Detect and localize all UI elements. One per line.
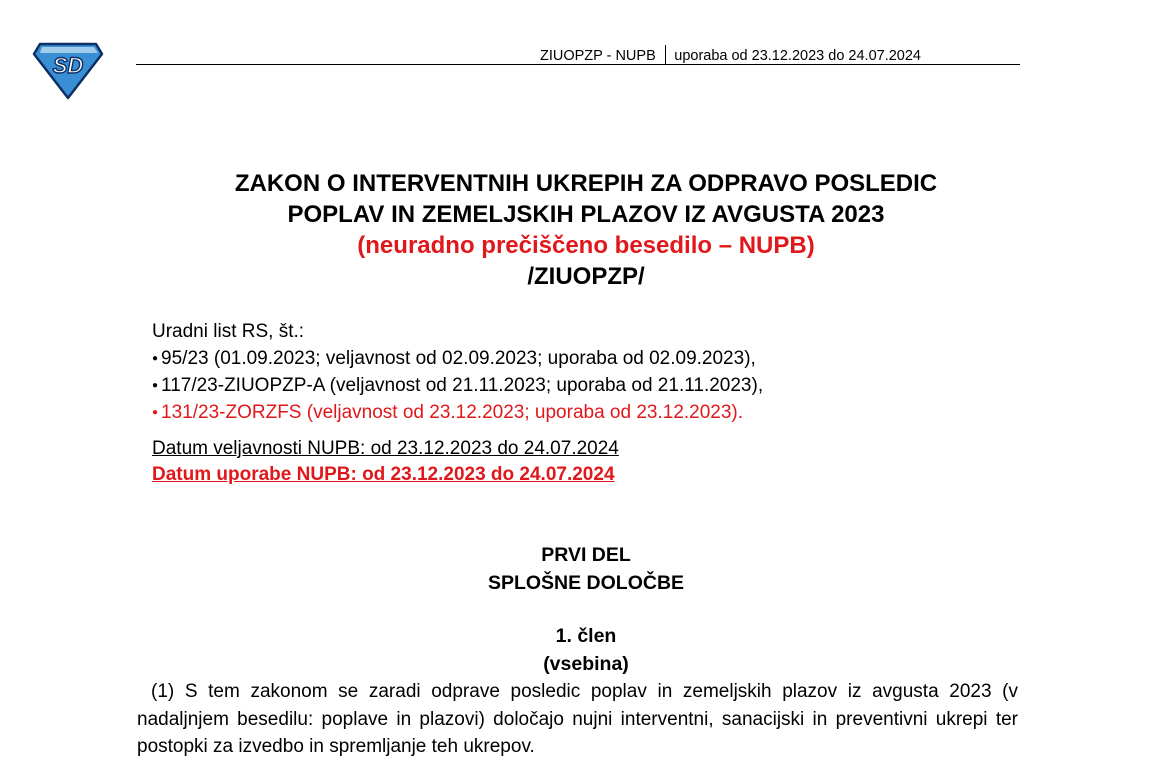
header-separator [665,45,667,65]
article-title: (vsebina) [543,653,629,675]
header-abbrev: ZIUOPZP - NUPB [540,48,656,64]
bullet-icon: ● [152,380,159,391]
usage-date: Datum uporabe NUPB: od 23.12.2023 do 24.07.2024 [152,464,615,485]
header-usage: uporaba od 23.12.2023 do 24.07.2024 [674,48,921,64]
gazette-list [152,318,763,426]
title-line-1: ZAKON O INTERVENTNIH UKREPIH ZA ODPRAVO POSLEDIC [234,170,938,197]
bullet-icon: ● [152,407,159,418]
article-heading [0,622,1157,678]
paragraph-text: (1) S tem zakonom se zaradi odprave posledic poplav in zemeljskih plazov iz avgusta 2023 (v nadaljnjem besedilu: poplave in plazovi) določajo nujni interventni, sanacijski in preventivni ukrepi ter postopki za izvedbo in spremljanje teh ukrepov. [137,681,1018,757]
title-subtitle: (neuradno prečiščeno besedilo – NUPB) [357,232,815,259]
header-rule [136,64,1020,65]
article-paragraph [137,678,1018,761]
article-number: 1. člen [555,625,617,647]
title-short: /ZIUOPZP/ [527,263,645,290]
part-number: PRVI DEL [541,544,631,566]
gazette-entry: 117/23-ZIUOPZP-A (veljavnost od 21.11.2023; uporaba od 21.11.2023), [161,375,764,396]
logo [30,40,104,100]
list-item [152,345,763,372]
list-item [152,372,763,399]
part-name: SPLOŠNE DOLOČBE [487,572,685,594]
document-title [0,168,1157,292]
gazette-label: Uradni list RS, št.: [152,321,305,342]
part-heading [0,541,1157,597]
list-item [152,399,763,426]
logo-text: SD [52,53,84,78]
validity-date: Datum veljavnosti NUPB: od 23.12.2023 do 24.07.2024 [152,438,619,459]
gazette-entry: 95/23 (01.09.2023; veljavnost od 02.09.2023; uporaba od 02.09.2023), [161,348,756,369]
bullet-icon: ● [152,353,159,364]
gazette-entry: 131/23-ZORZFS (veljavnost od 23.12.2023; uporaba od 23.12.2023). [161,402,744,423]
title-line-2: POPLAV IN ZEMELJSKIH PLAZOV IZ AVGUSTA 2023 [287,201,885,228]
running-header [540,45,921,65]
nupb-dates [152,436,619,488]
